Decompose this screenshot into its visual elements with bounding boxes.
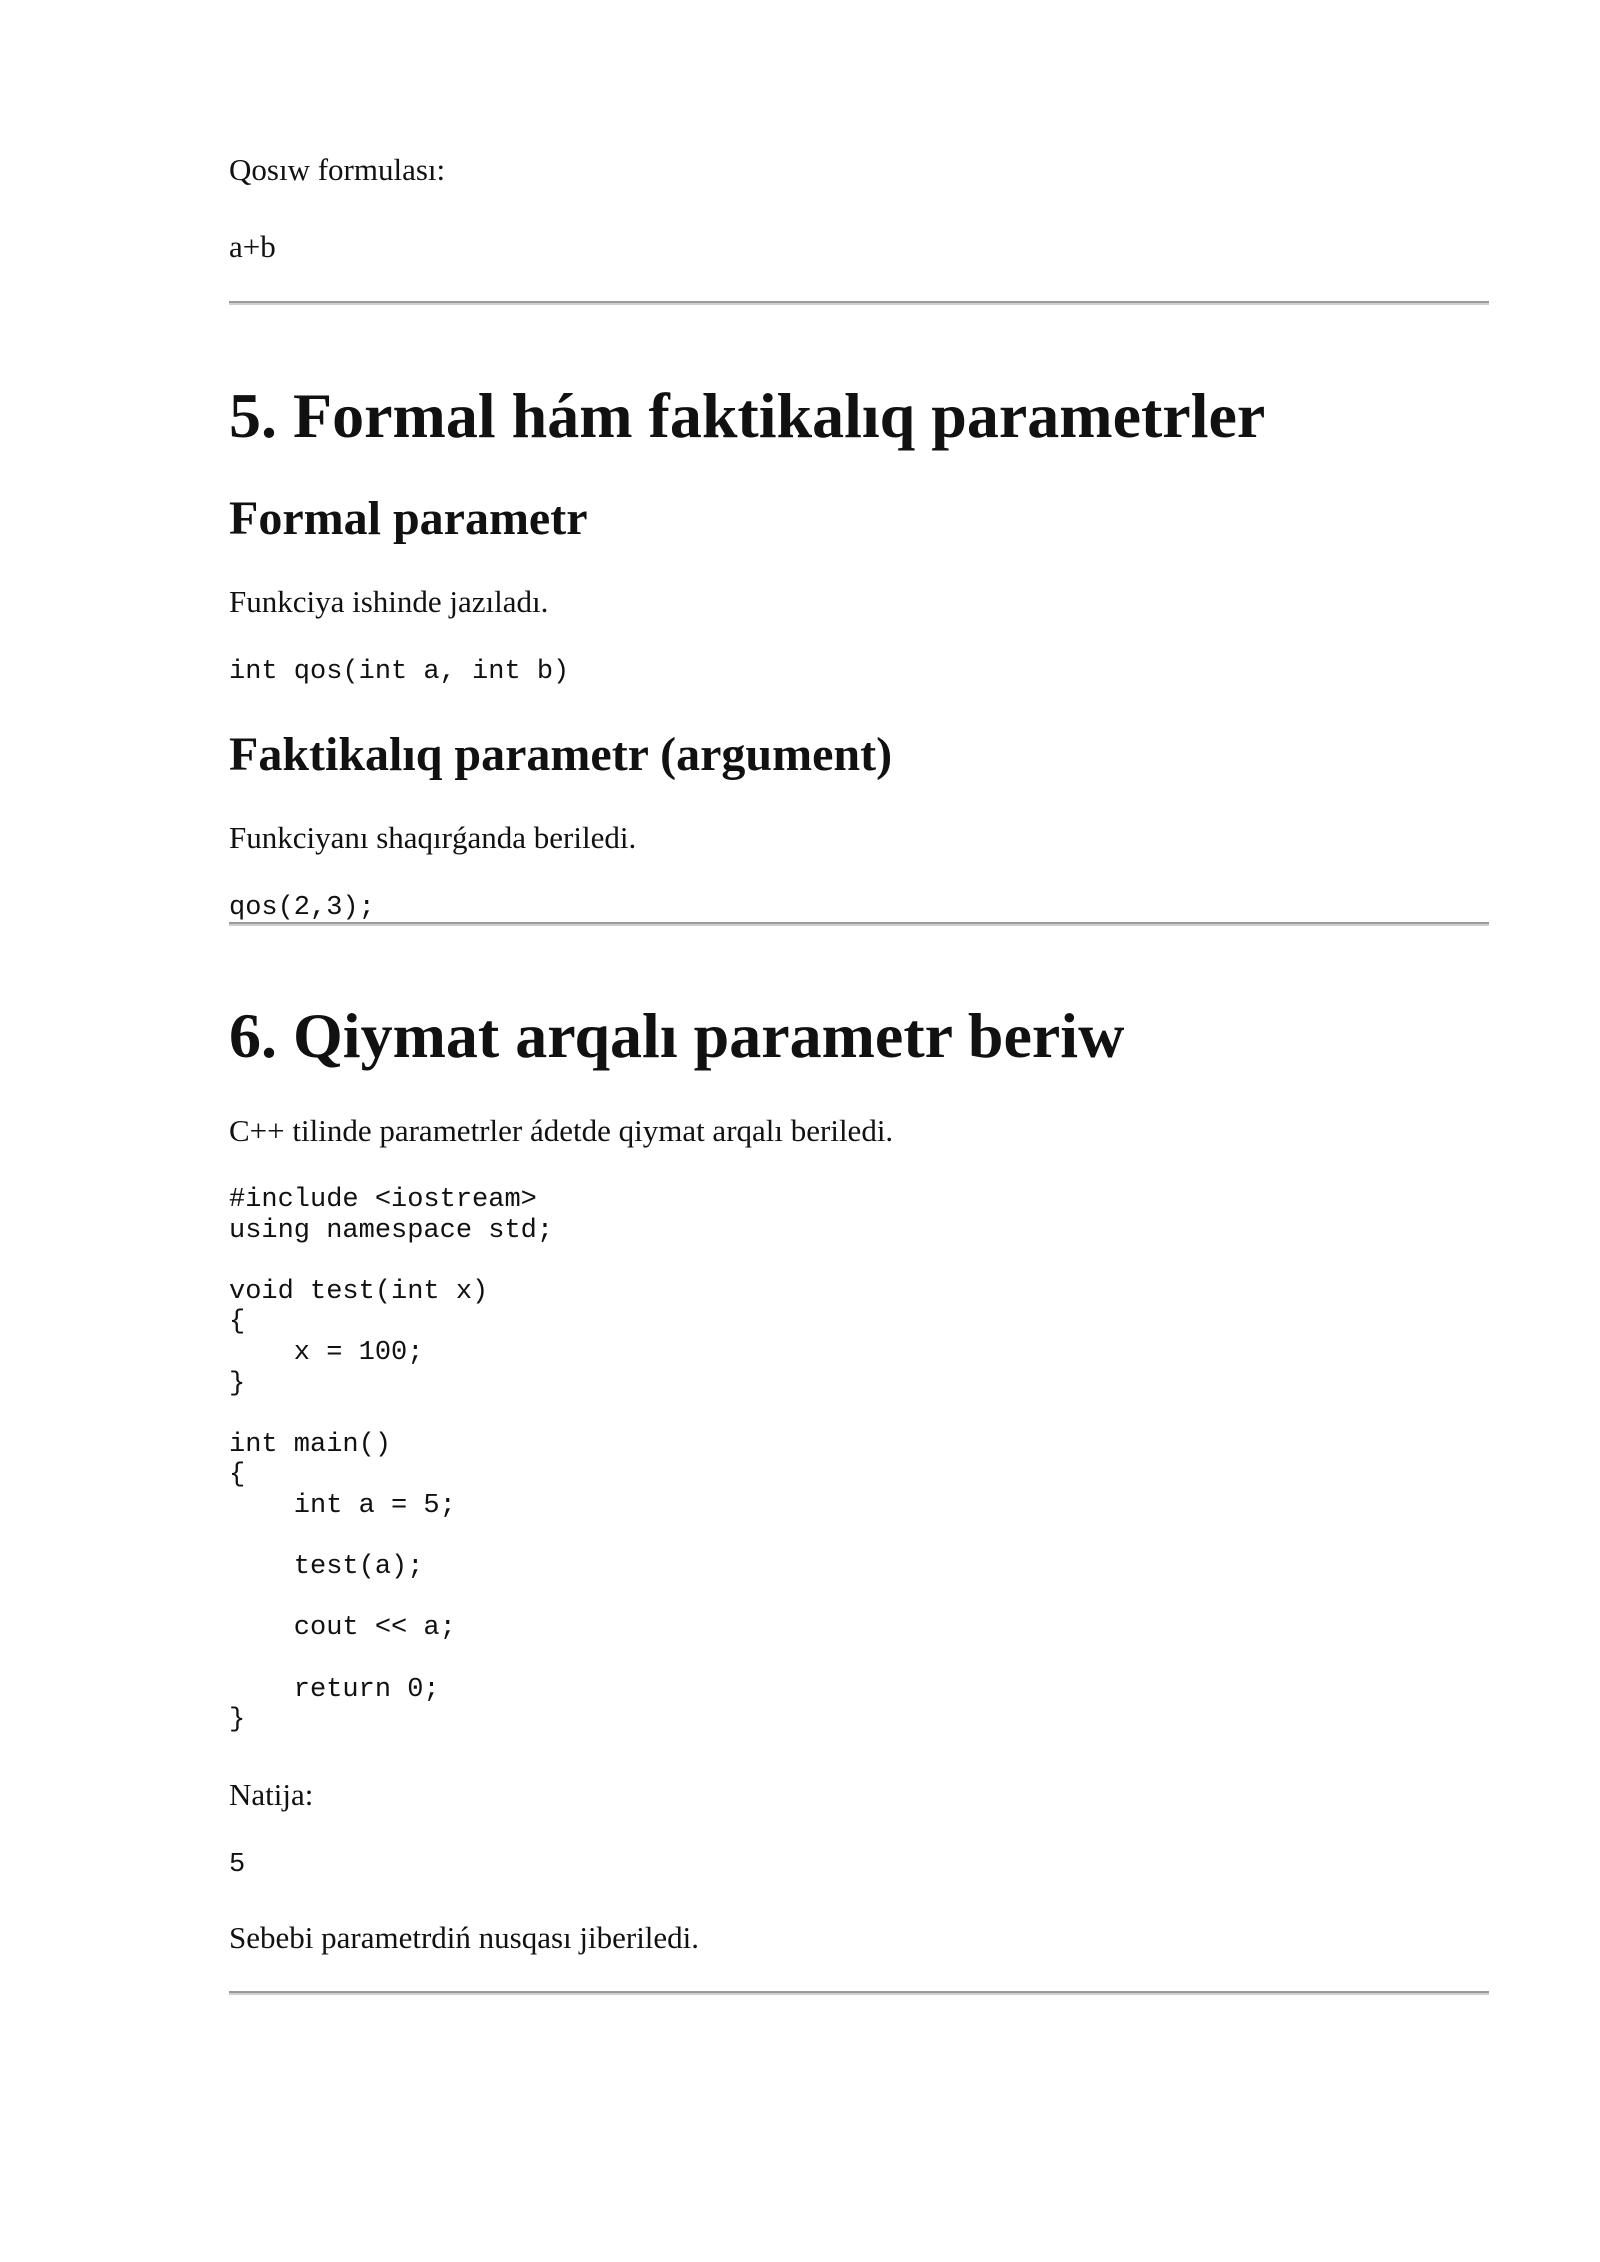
formula-text: a+b — [229, 229, 276, 264]
pass-by-value-code-block: #include <iostream> using namespace std; void test(int x) { x = 100; } int main() { int a = 5; test(a); cout << a; return 0; } — [229, 1185, 554, 1736]
formal-parameter-text: Funkciya ishinde jazıladı. — [229, 584, 549, 619]
explanation-text: Sebebi parametrdiń nusqası jiberiledi. — [229, 1920, 700, 1955]
divider-2 — [229, 922, 1489, 926]
divider-3 — [229, 1991, 1489, 1995]
formal-parameter-heading: Formal parametr — [229, 492, 588, 545]
section-6-intro: C++ tilinde parametrler ádetde qiymat arqalı beriledi. — [229, 1113, 894, 1148]
result-value: 5 — [229, 1850, 246, 1880]
actual-parameter-code: qos(2,3); — [229, 893, 375, 923]
actual-parameter-text: Funkciyanı shaqırǵanda beriledi. — [229, 820, 637, 855]
divider-1 — [229, 301, 1489, 305]
section-6-title: 6. Qiymat arqalı parametr beriw — [229, 1000, 1125, 1071]
actual-parameter-heading: Faktikalıq parametr (argument) — [229, 728, 893, 781]
result-label: Natija: — [229, 1777, 314, 1812]
formula-label: Qosıw formulası: — [229, 152, 446, 187]
formal-parameter-code: int qos(int a, int b) — [229, 657, 570, 687]
section-5-title: 5. Formal hám faktikalıq parametrler — [229, 380, 1266, 451]
